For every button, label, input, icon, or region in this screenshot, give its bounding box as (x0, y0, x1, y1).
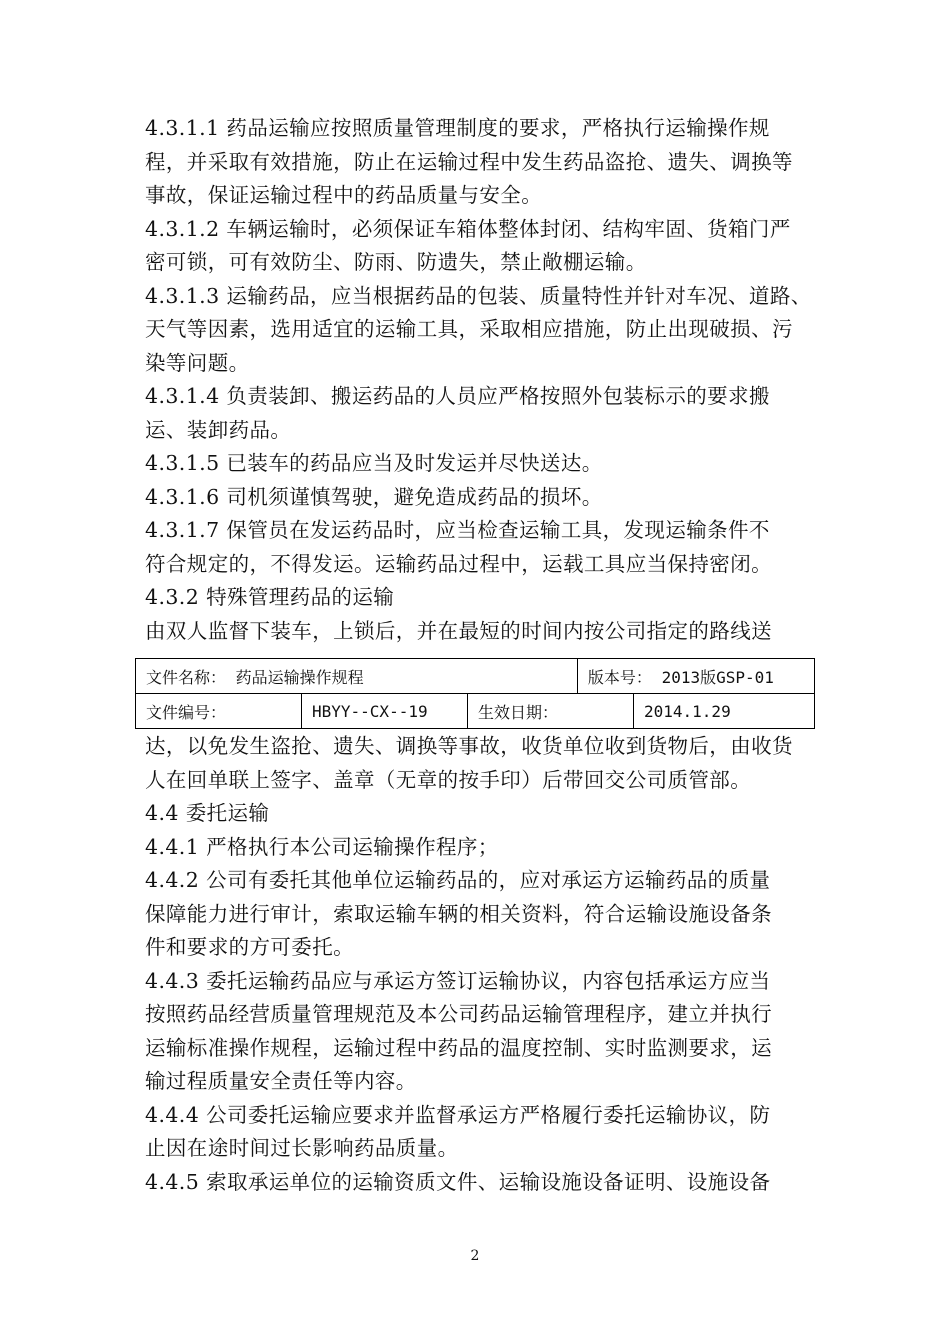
text-line: 止因在途时间过长影响药品质量。 (145, 1136, 459, 1160)
page-number: 2 (470, 1248, 480, 1264)
text-line: 达，以免发生盗抢、遗失、调换等事故，收货单位收到货物后，由收货 (145, 734, 793, 758)
text-line: 由双人监督下装车，上锁后，并在最短的时间内按公司指定的路线送 (145, 618, 772, 643)
text-line: 4.3.1.5 已装车的药品应当及时发运并尽快送达。 (145, 451, 603, 475)
text-line: 输过程质量安全责任等内容。 (145, 1069, 417, 1093)
text-line: 运输标准操作规程，运输过程中药品的温度控制、实时监测要求，运 (145, 1035, 772, 1060)
text-line: 4.3.1.4 负责装卸、搬运药品的人员应严格按照外包装标示的要求搬 (145, 384, 770, 408)
text-line: 4.3.1.1 药品运输应按照质量管理制度的要求，严格执行运输操作规 (145, 116, 770, 140)
text-line: 密可锁，可有效防尘、防雨、防遗失，禁止敞棚运输。 (145, 250, 647, 274)
text-line: 染等问题。 (145, 350, 250, 375)
table-row (136, 659, 815, 694)
table-row (136, 694, 815, 729)
version-value: 2013版GSP-01 (661, 667, 774, 687)
text-line: 件和要求的方可委托。 (145, 935, 354, 959)
file-name-value: 药品运输操作规程 (235, 667, 364, 687)
text-line: 4.3.1.6 司机须谨慎驾驶，避免造成药品的损坏。 (145, 484, 603, 509)
text-line: 程，并采取有效措施，防止在运输过程中发生药品盗抢、遗失、调换等 (145, 149, 793, 174)
text-line: 运、装卸药品。 (145, 417, 292, 442)
version-label: 版本号： (587, 667, 652, 687)
text-line: 4.4.3 委托运输药品应与承运方签订运输协议，内容包括承运方应当 (145, 968, 771, 993)
text-line: 4.3.1.2 车辆运输时，必须保证车箱体整体封闭、结构牢固、货箱门严 (145, 216, 791, 241)
text-line: 事故，保证运输过程中的药品质量与安全。 (145, 183, 543, 207)
text-line: 4.4 委托运输 (145, 801, 270, 825)
document-header-table (135, 658, 815, 729)
text-line: 保障能力进行审计，索取运输车辆的相关资料，符合运输设施设备条 (145, 901, 772, 926)
text-line: 4.4.1 严格执行本公司运输操作程序； (145, 834, 499, 859)
document-body-top (145, 112, 825, 648)
text-line: 天气等因素，选用适宜的运输工具，采取相应措施，防止出现破损、污 (145, 317, 793, 341)
file-no-value: HBYY--CX--19 (302, 694, 468, 729)
version-cell (577, 659, 814, 694)
text-line: 人在回单联上签字、盖章（无章的按手印）后带回交公司质管部。 (145, 767, 752, 792)
effective-date-value: 2014.1.29 (634, 694, 815, 729)
text-line: 4.3.1.7 保管员在发运药品时，应当检查运输工具，发现运输条件不 (145, 518, 770, 542)
file-name-cell (136, 659, 578, 694)
file-name-label: 文件名称： (146, 667, 227, 687)
file-no-label: 文件编号： (136, 694, 302, 729)
document-body-bottom (145, 730, 825, 1199)
text-line: 4.3.2 特殊管理药品的运输 (145, 585, 395, 609)
text-line: 4.4.4 公司委托运输应要求并监督承运方严格履行委托运输协议，防 (145, 1102, 771, 1127)
effective-date-label: 生效日期： (468, 694, 634, 729)
text-line: 4.4.5 索取承运单位的运输资质文件、运输设施设备证明、设施设备 (145, 1169, 771, 1194)
text-line: 按照药品经营质量管理规范及本公司药品运输管理程序，建立并执行 (145, 1002, 772, 1026)
text-line: 4.3.1.3 运输药品，应当根据药品的包装、质量特性并针对车况、道路、 (145, 283, 812, 308)
text-line: 4.4.2 公司有委托其他单位运输药品的，应对承运方运输药品的质量 (145, 868, 771, 892)
text-line: 符合规定的，不得发运。运输药品过程中，运载工具应当保持密闭。 (145, 551, 772, 576)
